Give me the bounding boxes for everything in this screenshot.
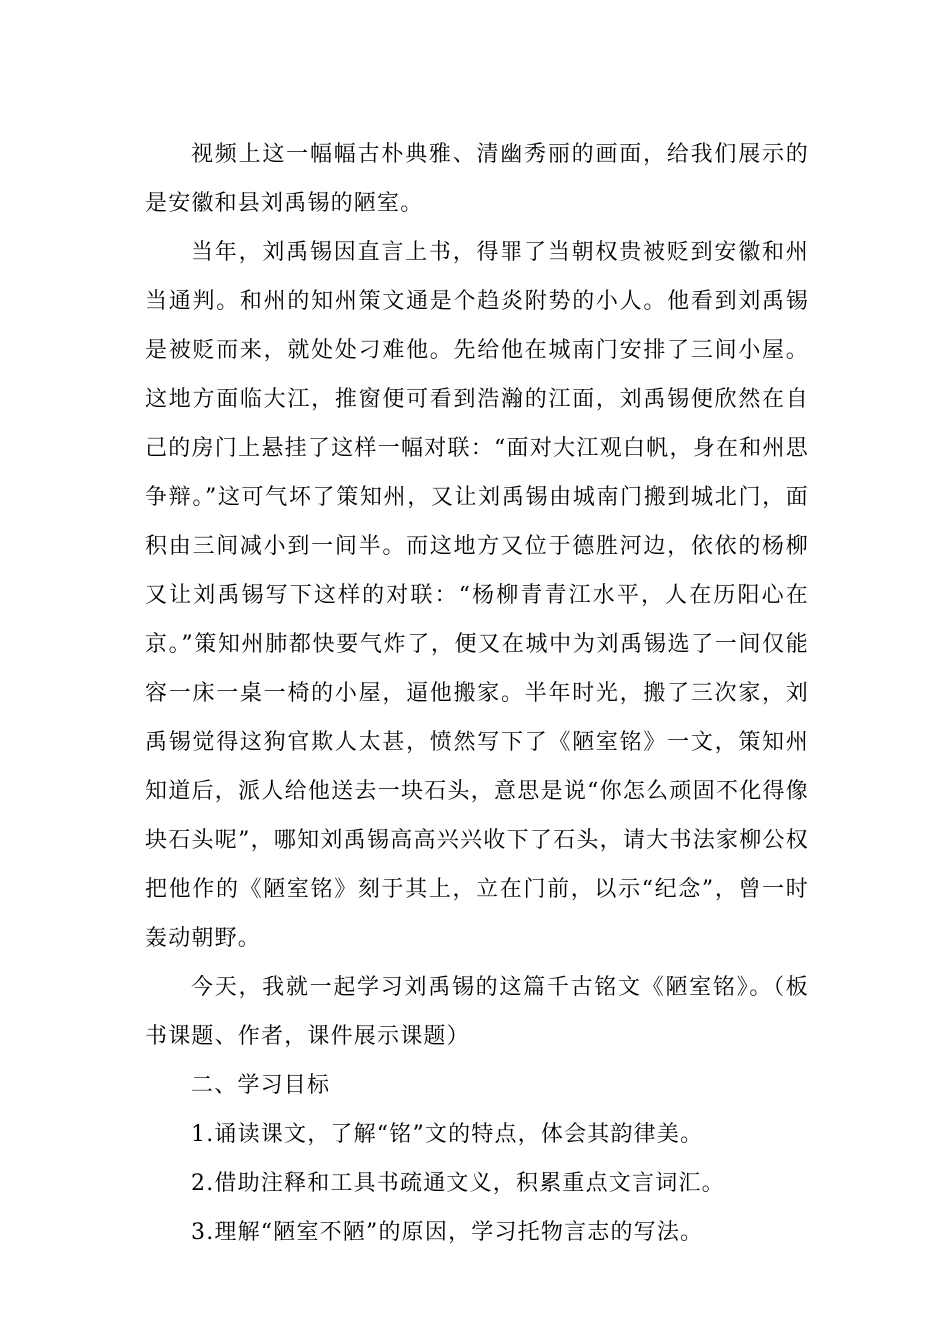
goal-item-3: 3.理解“陋室不陋”的原因，学习托物言志的写法。 — [191, 1220, 704, 1245]
paragraph-intro: 视频上这一幅幅古朴典雅、清幽秀丽的画面，给我们展示的是安徽和县刘禹锡的陋室。 — [145, 142, 809, 216]
section-heading-learning-goals: 二、学习目标 — [191, 1073, 331, 1098]
document-body — [145, 130, 809, 1257]
paragraph-story: 当年，刘禹锡因直言上书，得罪了当朝权贵被贬到安徽和州当通判。和州的知州策文通是个趋炎附势的小人。他看到刘禹锡是被贬而来，就处处刁难他。先给他在城南门安排了三间小屋。这地方面临大江，推窗便可看到浩瀚的江面，刘禹锡便欣然在自己的房门上悬挂了这样一幅对联：“面对大江观白帆，身在和州思争辩。”这可气坏了策知州，又让刘禹锡由城南门搬到城北门，面积由三间减小到一间半。而这地方又位于德胜河边，依依的杨柳又让刘禹锡写下这样的对联：“杨柳青青江水平，人在历阳心在京。”策知州肺都快要气炸了，便又在城中为刘禹锡选了一间仅能容一床一桌一椅的小屋，逼他搬家。半年时光，搬了三次家，刘禹锡觉得这狗官欺人太甚，愤然写下了《陋室铭》一文，策知州知道后，派人给他送去一块石头，意思是说“你怎么顽固不化得像块石头呢”，哪知刘禹锡高高兴兴收下了石头，请大书法家柳公权把他作的《陋室铭》刻于其上，立在门前，以示“纪念”，曾一时轰动朝野。 — [145, 240, 809, 951]
paragraph-today: 今天，我就一起学习刘禹锡的这篇千古铭文《陋室铭》。（板书课题、作者，课件展示课题） — [145, 975, 809, 1049]
goal-item-1: 1.诵读课文，了解“铭”文的特点，体会其韵律美。 — [191, 1122, 704, 1147]
goal-item-2: 2.借助注释和工具书疏通文义，积累重点文言词汇。 — [191, 1171, 725, 1196]
